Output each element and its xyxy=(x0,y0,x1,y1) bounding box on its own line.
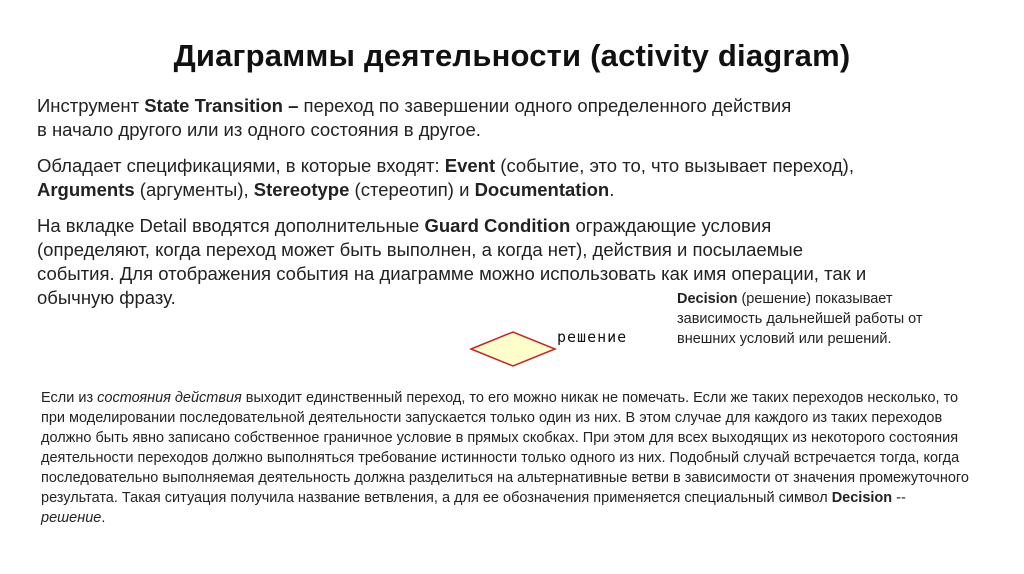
text-segment: Обладает спецификациями, в которые входят: xyxy=(37,155,445,176)
text-segment: (аргументы), xyxy=(134,179,254,200)
text-segment: выходит единственный переход, то его можно никак не помечать. Если же таких переходов несколько, то при моделировании последовательной деятельности запускается только один из них. В этом случае для каждого из таких переходов должно быть явно записано собственное граничное условие в прямых скобках. При этом для всех выходящих из некоторого состояния деятельности переходов должно выполняться требование истинности только одного из них. Подобный случай встречается тогда, когда последовательно выполняемая деятельность должна разделиться на альтернативные ветви в зависимости от значения промежуточного результата. Такая ситуация получила название ветвления, а для ее обозначения применяется специальный символ xyxy=(41,390,969,506)
decision-diamond-label: решение xyxy=(557,328,628,346)
term-decision: Decision xyxy=(677,291,738,307)
text-segment: переход по завершении одного определенного действия в начало другого или из одного состояния в другое. xyxy=(37,95,792,140)
term-state-transition: State Transition – xyxy=(144,95,299,116)
term-stereotype: Stereotype xyxy=(253,179,350,200)
paragraph-state-transition xyxy=(37,94,797,142)
text-segment: ограждающие условия (определяют, когда переход может быть выполнен, а когда нет), действия и посылаемые события. Для отображения события на диаграмме можно использовать как имя операции, так и обычную фразу. xyxy=(37,215,867,308)
term-decision: Decision xyxy=(831,490,893,506)
text-segment: Если из xyxy=(41,390,98,406)
term-documentation: Documentation xyxy=(474,179,610,200)
text-segment: (событие, это то, что вызывает переход), xyxy=(495,155,854,176)
text-segment: (стереотип) и xyxy=(349,179,475,200)
text-segment: -- xyxy=(892,490,906,506)
paragraph-specifications xyxy=(37,154,857,202)
term-event: Event xyxy=(444,155,496,176)
text-segment: На вкладке Detail вводятся дополнительные xyxy=(37,215,425,236)
term-action-state: состояния действия xyxy=(97,390,242,406)
term-arguments: Arguments xyxy=(37,179,135,200)
text-segment: Инструмент xyxy=(37,95,145,116)
branching-note xyxy=(41,388,971,528)
decision-diamond xyxy=(471,332,555,366)
text-segment: (решение) показывает зависимость дальнейшей работы от внешних условий или решений. xyxy=(677,291,923,347)
term-guard-condition: Guard Condition xyxy=(424,215,571,236)
page-title: Диаграммы деятельности (activity diagram) xyxy=(173,38,851,73)
text-segment: . xyxy=(101,510,106,526)
term-decision-ru: решение xyxy=(41,510,102,526)
decision-description xyxy=(677,289,977,349)
text-segment: . xyxy=(609,179,615,200)
